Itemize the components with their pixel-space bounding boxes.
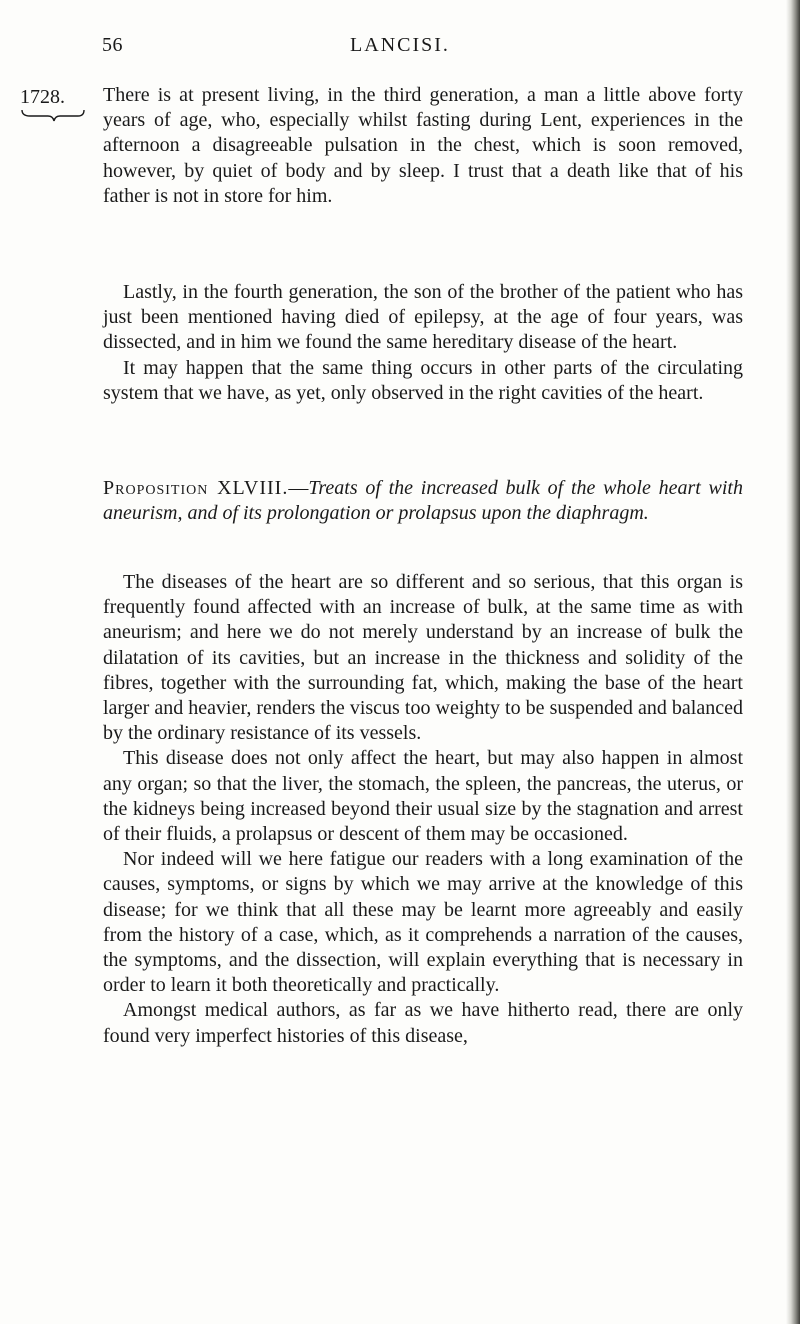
continuing-paragraphs [103,280,743,406]
proposition-label: Proposition XLVIII. [103,477,289,499]
paragraph: There is at present living, in the third generation, a man a little above forty years of age, who, especially whilst fasting during Lent, experiences in the afternoon a disagreeable pulsation in the chest, which is soon removed, however, by quiet of body and by sleep. I trust that a death like that of his father is not in store for him. [103,84,743,207]
running-title: LANCISI. [350,34,450,56]
paragraph: It may happen that the same thing occurs in other parts of the circulating system that we have, as yet, only observed in the right cavities of the heart. [103,356,743,404]
proposition-dash: — [288,477,309,499]
proposition-heading-text [103,476,743,526]
proposition-title: Treats of the increased bulk of the whole heart with aneurism, and of its prolongation or prolapsus upon the diaphragm. [103,477,743,525]
paragraph: This disease does not only affect the heart, but may also happen in almost any organ; so that the liver, the stomach, the spleen, the pancreas, the uterus, or the kidneys being increased beyond their usual size by the stagnation and arrest of their fluids, a prolapsus or descent of them may be occasioned. [103,747,743,846]
paragraph: Nor indeed will we here fatigue our readers with a long examination of the causes, symptoms, or signs by which we may arrive at the knowledge of this disease; for we think that all these may be learnt more agreeably and easily from the history of a case, which, as it comprehends a narration of the causes, the symptoms, and the dissection, will explain everything that is necessary in order to learn it both theoretically and practically. [103,848,743,997]
paragraph: The diseases of the heart are so different and so serious, that this organ is frequently found affected with an increase of bulk, at the same time as with aneurism; and here we do not merely understand by an increase of bulk the dilatation of its cavities, but an increase in the thickness and solidity of the fibres, together with the surrounding fat, which, making the base of the heart larger and heavier, renders the viscus too weighty to be suspended and balanced by the ordinary resistance of its vessels. [103,571,743,745]
margin-brace-mark [20,108,86,122]
opening-paragraphs [103,83,743,209]
paragraph: Lastly, in the fourth generation, the son of the brother of the patient who has just been mentioned having died of epilepsy, at the age of four years, was dissected, and in him we found the same hereditary disease of the heart. [103,281,743,354]
proposition-heading [103,476,743,526]
page-edge-shadow [786,0,800,1324]
page-number: 56 [102,34,123,56]
paragraph: Amongst medical authors, as far as we have hitherto read, there are only found very imperfect histories of this disease, [103,999,743,1047]
running-head [0,34,800,58]
proposition-body [103,570,743,1049]
margin-year-note: 1728. [20,86,65,108]
